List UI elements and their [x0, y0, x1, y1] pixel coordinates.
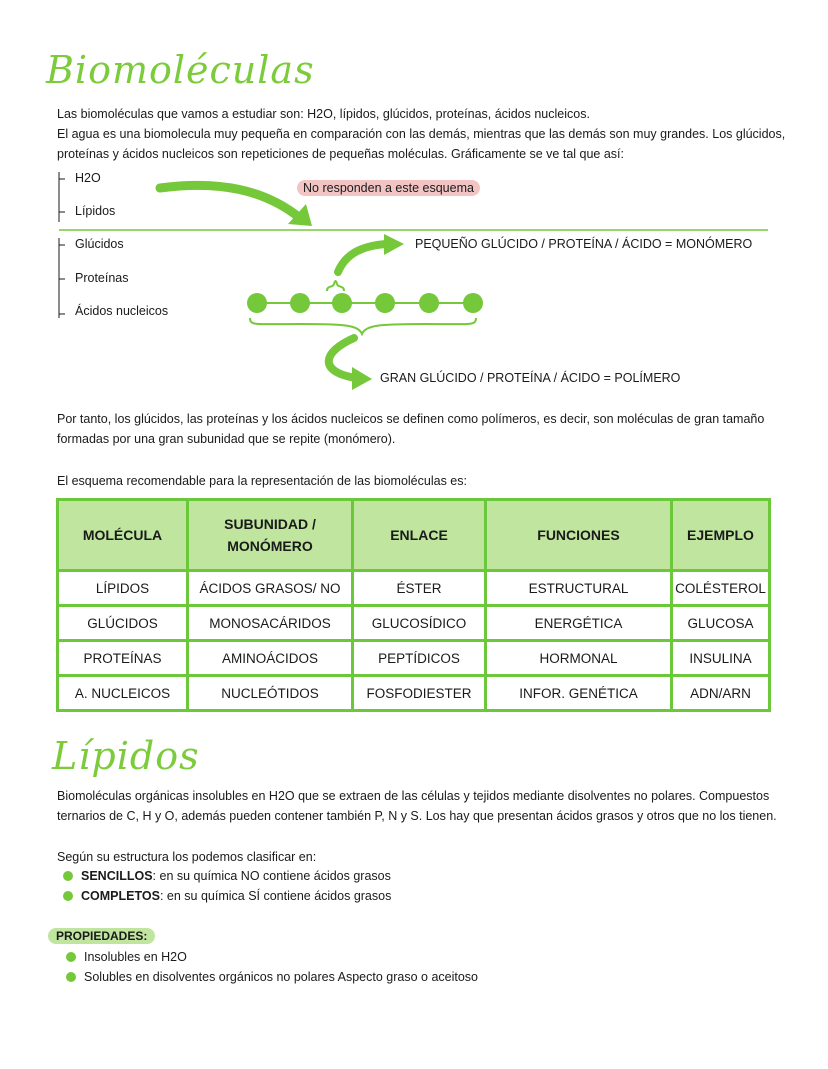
- note-badge: No responden a este esquema: [297, 180, 480, 196]
- classify-intro: Según su estructura los podemos clasificar en:: [57, 850, 317, 864]
- table-cell: MONOSACÁRIDOS: [188, 606, 353, 641]
- monomer-brace: [327, 281, 344, 291]
- bullet-icon: [63, 871, 73, 881]
- header-ejemplo: EJEMPLO: [672, 500, 770, 571]
- monomer-bead: [332, 293, 352, 313]
- bullet-icon: [63, 891, 73, 901]
- bullet-icon: [66, 972, 76, 982]
- table-cell: ESTRUCTURAL: [486, 571, 672, 606]
- table-cell: HORMONAL: [486, 641, 672, 676]
- table-cell: ENERGÉTICA: [486, 606, 672, 641]
- monomer-bead: [375, 293, 395, 313]
- list-item: [58, 947, 478, 967]
- header-enlace: ENLACE: [353, 500, 486, 571]
- intro-text: [57, 104, 797, 164]
- type-term: COMPLETOS: [81, 889, 160, 903]
- biomolecule-table: [56, 498, 771, 712]
- table-cell: NUCLEÓTIDOS: [188, 676, 353, 711]
- properties-label: PROPIEDADES: [56, 929, 144, 943]
- table-row: [58, 571, 770, 606]
- section-title-lipidos: Lípidos: [52, 734, 200, 778]
- table-cell: LÍPIDOS: [58, 571, 188, 606]
- table-cell: PEPTÍDICOS: [353, 641, 486, 676]
- table-cell: ÁCIDOS GRASOS/ NO: [188, 571, 353, 606]
- tree-item-glucidos: Glúcidos: [75, 237, 124, 251]
- monomer-bead: [290, 293, 310, 313]
- tree-item-lipidos: Lípidos: [75, 204, 116, 218]
- table-intro: El esquema recomendable para la representación de las biomoléculas es:: [57, 474, 467, 488]
- table-header-row: [58, 500, 770, 571]
- lipid-types-list: [55, 866, 391, 906]
- header-funciones: FUNCIONES: [486, 500, 672, 571]
- arrow-to-monomer-head: [384, 234, 404, 255]
- table-cell: ADN/ARN: [672, 676, 770, 711]
- property-text: Insolubles en H2O: [84, 950, 187, 964]
- table-cell: A. NUCLEICOS: [58, 676, 188, 711]
- page-title: Biomoléculas: [46, 48, 315, 92]
- table-cell: PROTEÍNAS: [58, 641, 188, 676]
- polymer-brace: [250, 318, 476, 334]
- properties-colon: :: [143, 929, 148, 943]
- intro-line-2: El agua es una biomolecula muy pequeña en comparación con las demás, mientras que las demás son muy grandes. Los glúcidos, proteínas y ácidos nucleicos son repeticiones de pequeñas moléculas. Gráficamente se ve tal que así:: [57, 127, 786, 161]
- bullet-icon: [66, 952, 76, 962]
- polymer-label: GRAN GLÚCIDO / PROTEÍNA / ÁCIDO = POLÍMERO: [380, 371, 681, 385]
- table-row: [58, 641, 770, 676]
- arrow-to-polymer-head: [352, 367, 372, 390]
- list-item: [55, 866, 391, 886]
- properties-list: [58, 947, 478, 987]
- type-text: : en su química NO contiene ácidos grasos: [152, 869, 391, 883]
- header-subunidad: [188, 500, 353, 571]
- table-cell: INFOR. GENÉTICA: [486, 676, 672, 711]
- properties-badge: [48, 928, 155, 944]
- table-cell: GLUCOSA: [672, 606, 770, 641]
- table-row: [58, 606, 770, 641]
- tree-bracket: [59, 172, 65, 318]
- table-cell: AMINOÁCIDOS: [188, 641, 353, 676]
- type-term: SENCILLOS: [81, 869, 153, 883]
- table-cell: GLUCOSÍDICO: [353, 606, 486, 641]
- monomer-label: PEQUEÑO GLÚCIDO / PROTEÍNA / ÁCIDO = MONÓMERO: [415, 237, 753, 251]
- list-item: [55, 886, 391, 906]
- properties-heading: [48, 929, 155, 943]
- monomer-bead: [419, 293, 439, 313]
- tree-item-proteinas: Proteínas: [75, 271, 129, 285]
- property-text: Solubles en disolventes orgánicos no polares Aspecto graso o aceitoso: [84, 970, 479, 984]
- table-cell: GLÚCIDOS: [58, 606, 188, 641]
- arrow-to-note: [160, 185, 300, 218]
- table-cell: FOSFODIESTER: [353, 676, 486, 711]
- tree-item-h2o: H2O: [75, 171, 101, 185]
- intro-line-1: Las biomoléculas que vamos a estudiar son: H2O, lípidos, glúcidos, proteínas, ácidos nucleicos.: [57, 107, 590, 121]
- tree-item-acidos: Ácidos nucleicos: [75, 304, 169, 318]
- table-cell: COLÉSTEROL: [672, 571, 770, 606]
- type-text: : en su química SÍ contiene ácidos grasos: [159, 889, 392, 903]
- arrow-to-polymer: [329, 338, 356, 378]
- monomer-bead: [463, 293, 483, 313]
- table-cell: INSULINA: [672, 641, 770, 676]
- header-subunidad-text: SUBUNIDAD / MONÓMERO: [224, 516, 316, 554]
- monomer-bead: [247, 293, 267, 313]
- table-row: [58, 676, 770, 711]
- list-item: [58, 967, 478, 987]
- arrow-to-monomer: [338, 244, 386, 272]
- header-molecula: MOLÉCULA: [58, 500, 188, 571]
- table-cell: ÉSTER: [353, 571, 486, 606]
- lipidos-description: Biomoléculas orgánicas insolubles en H2O que se extraen de las células y tejidos mediante disolventes no polares. Compuestos ternarios de C, H y O, además pueden contener también P, N y S. Los hay que presentan ácidos grasos y otros que no los tienen.: [57, 789, 777, 823]
- conclusion-text: Por tanto, los glúcidos, las proteínas y los ácidos nucleicos se definen como polímeros, es decir, son moléculas de gran tamaño formadas por una gran subunidad que se repite (monómero).: [57, 412, 765, 446]
